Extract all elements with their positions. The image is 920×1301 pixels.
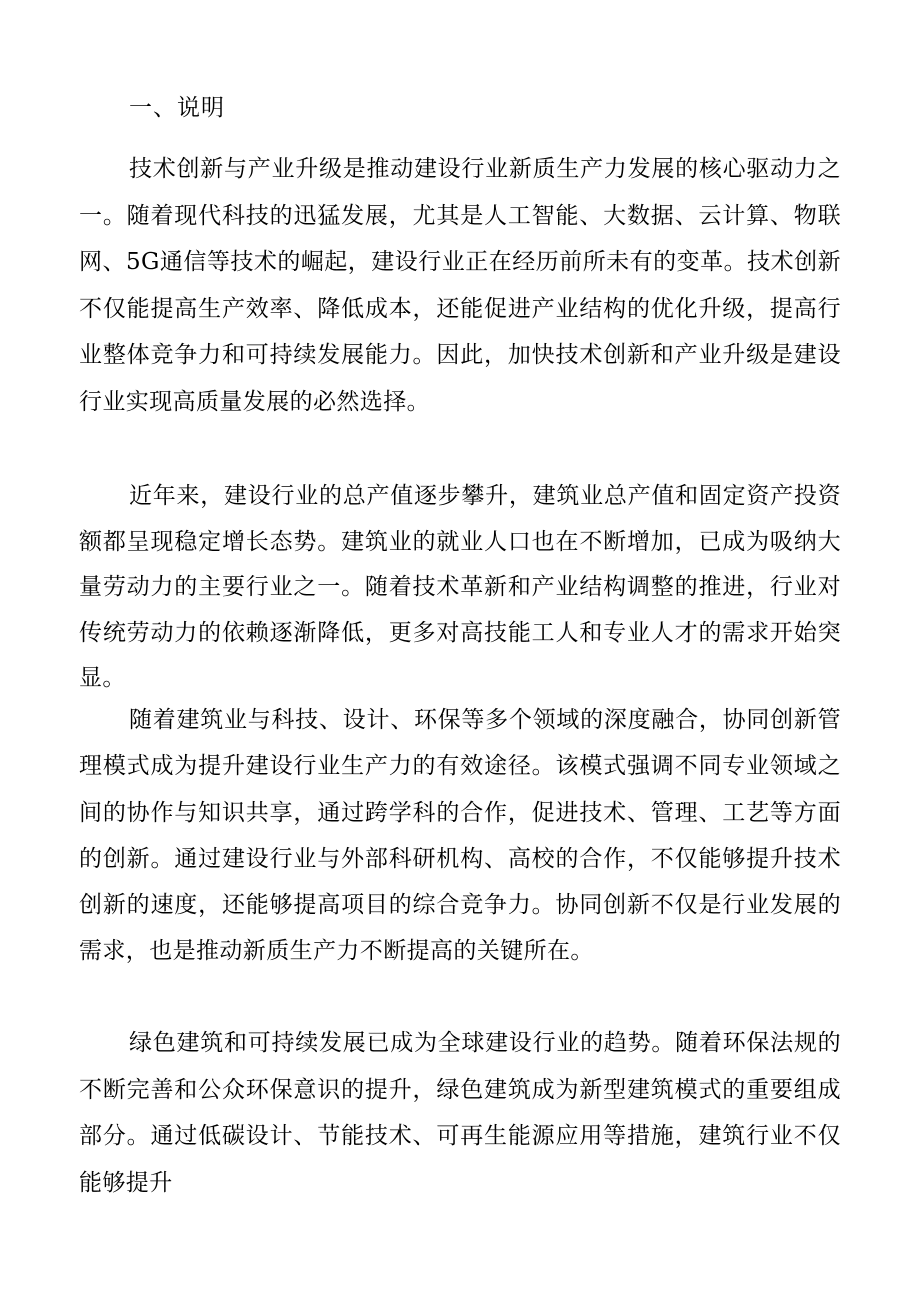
paragraph-collaborative-innovation: 随着建筑业与科技、设计、环保等多个领域的深度融合，协同创新管理模式成为提升建设行业生产力的有效途径。该模式强调不同专业领域之间的协作与知识共享，通过跨学科的合作，促进技术、管理、工艺等方面的创新。通过建设行业与外部科研机构、高校的合作，不仅能够提升技术创新的速度，还能够提高项目的综合竞争力。协同创新不仅是行业发展的需求，也是推动新质生产力不断提高的关键所在。 — [79, 707, 841, 965]
section-heading: 一、说明 — [129, 95, 225, 121]
paragraph-innovation: 技术创新与产业升级是推动建设行业新质生产力发展的核心驱动力之一。随着现代科技的迅猛发展，尤其是人工智能、大数据、云计算、物联网、5G通信等技术的崛起，建设行业正在经历前所未有的变革。技术创新不仅能提高生产效率、降低成本，还能促进产业结构的优化升级，提高行业整体竞争力和可持续发展能力。因此，加快技术创新和产业升级是建设行业实现高质量发展的必然选择。 — [79, 156, 841, 415]
paragraph-industry-growth: 近年来，建设行业的总产值逐步攀升，建筑业总产值和固定资产投资额都呈现稳定增长态势。建筑业的就业人口也在不断增加，已成为吸纳大量劳动力的主要行业之一。随着技术革新和产业结构调整的推进，行业对传统劳动力的依赖逐渐降低，更多对高技能工人和专业人才的需求开始突显。 — [79, 483, 841, 691]
paragraph-green-building: 绿色建筑和可持续发展已成为全球建设行业的趋势。随着环保法规的不断完善和公众环保意识的提升，绿色建筑成为新型建筑模式的重要组成部分。通过低碳设计、节能技术、可再生能源应用等措施，建筑行业不仅能够提升 — [79, 1030, 841, 1196]
